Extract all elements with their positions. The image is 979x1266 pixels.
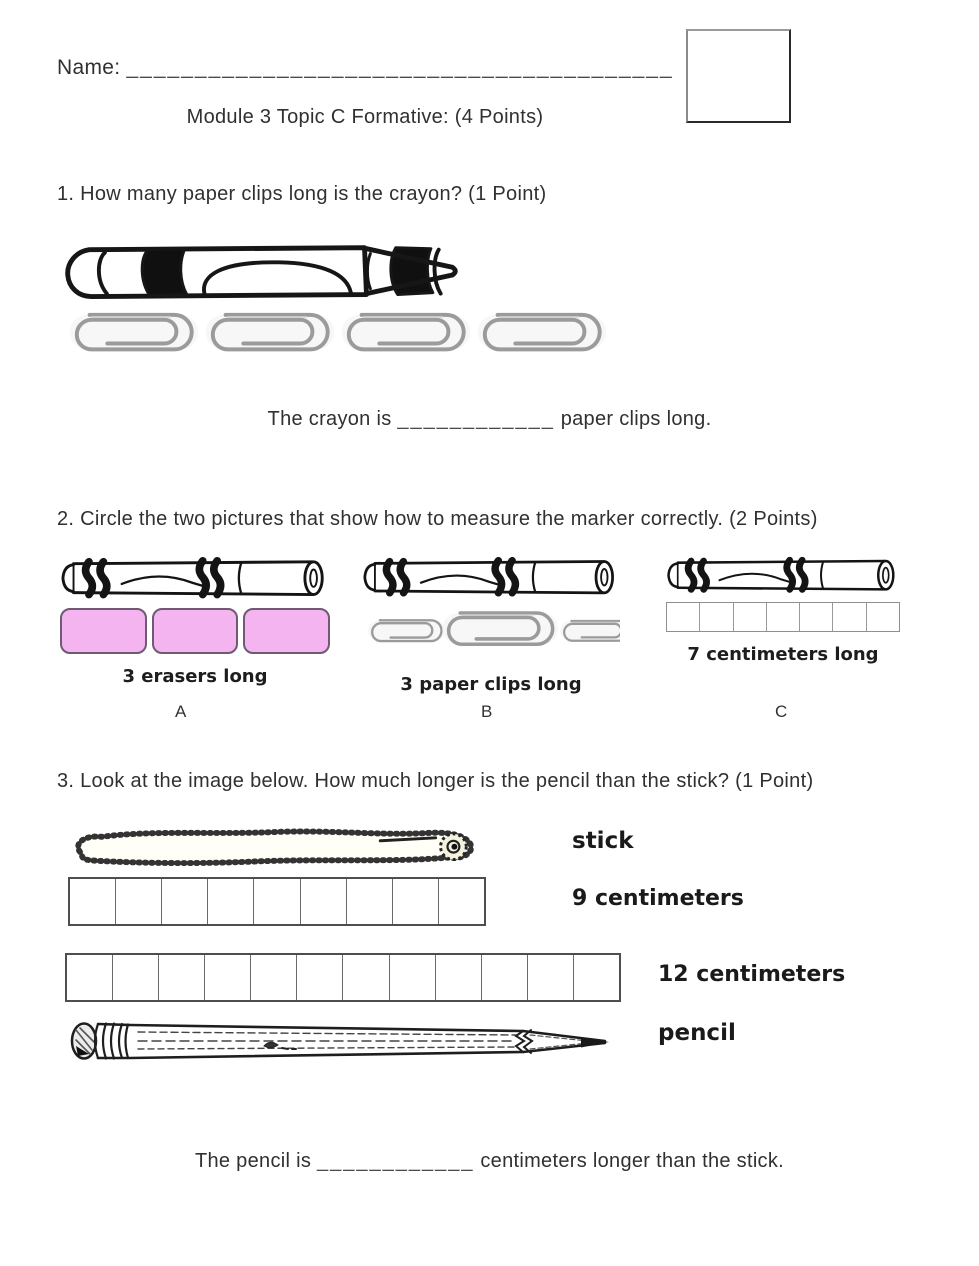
q1-answer-sentence bbox=[0, 408, 979, 431]
grid-cell bbox=[161, 879, 207, 924]
grid-cell bbox=[207, 879, 253, 924]
grid-cell bbox=[250, 955, 296, 1000]
pencil-label: pencil bbox=[658, 1020, 736, 1046]
grid-cell bbox=[67, 955, 112, 1000]
grid-cell bbox=[799, 603, 832, 631]
q3-answer-blank: ____________ bbox=[317, 1150, 475, 1172]
q3-answer-sentence bbox=[0, 1150, 979, 1173]
grid-cell bbox=[389, 955, 435, 1000]
paper-clip-icon bbox=[196, 306, 344, 357]
grid-cell bbox=[481, 955, 527, 1000]
question-2-prompt: 2. Circle the two pictures that show how to measure the marker correctly. (2 Points) bbox=[57, 508, 818, 530]
q1-answer-prefix: The crayon is bbox=[267, 408, 398, 430]
grid-cell bbox=[115, 879, 161, 924]
cm-grid-12 bbox=[65, 953, 621, 1002]
marker-drawing bbox=[666, 556, 900, 594]
marker-drawing bbox=[60, 556, 330, 600]
option-c-letter: C bbox=[775, 702, 788, 721]
marker-drawing bbox=[362, 556, 620, 598]
name-label: Name: bbox=[57, 56, 121, 79]
question-1-prompt: 1. How many paper clips long is the crayon? (1 Point) bbox=[57, 183, 547, 205]
q1-answer-blank: ____________ bbox=[397, 408, 555, 430]
eraser-block bbox=[152, 608, 239, 654]
option-a bbox=[60, 556, 330, 687]
option-a-caption: 3 erasers long bbox=[122, 666, 268, 688]
grid-cell bbox=[766, 603, 799, 631]
pencil-drawing bbox=[68, 1018, 618, 1064]
cm-grid-7 bbox=[666, 602, 900, 632]
name-row bbox=[57, 56, 674, 80]
grid-cell bbox=[296, 955, 342, 1000]
stick-length-label: 9 centimeters bbox=[572, 886, 744, 911]
stick-label: stick bbox=[572, 828, 634, 854]
grid-cell bbox=[204, 955, 250, 1000]
option-b-caption: 3 paper clips long bbox=[400, 673, 582, 695]
paper-clip-icon bbox=[60, 306, 208, 357]
grid-cell bbox=[733, 603, 766, 631]
grid-cell bbox=[112, 955, 158, 1000]
crayon-drawing bbox=[58, 236, 468, 312]
eraser-block bbox=[243, 608, 330, 654]
grid-cell bbox=[438, 879, 484, 924]
paper-clip-icon bbox=[468, 306, 616, 357]
name-blank-line: ________________________________________ bbox=[126, 56, 674, 79]
grid-cell bbox=[253, 879, 299, 924]
q3-answer-prefix: The pencil is bbox=[194, 1150, 317, 1172]
grid-cell bbox=[832, 603, 865, 631]
paper-clips-row bbox=[60, 306, 616, 357]
option-b bbox=[362, 556, 620, 695]
option-a-letter: A bbox=[175, 702, 187, 721]
option-c bbox=[666, 556, 900, 665]
grid-cell bbox=[342, 955, 388, 1000]
option-b-letter: B bbox=[481, 702, 493, 721]
erasers-row bbox=[60, 608, 330, 654]
grid-cell bbox=[699, 603, 732, 631]
question-3-prompt: 3. Look at the image below. How much longer is the pencil than the stick? (1 Point) bbox=[57, 770, 814, 792]
uneven-paper-clips-row bbox=[362, 603, 620, 655]
eraser-block bbox=[60, 608, 147, 654]
option-c-caption: 7 centimeters long bbox=[687, 644, 879, 666]
page-title: Module 3 Topic C Formative: (4 Points) bbox=[186, 106, 544, 128]
grid-cell bbox=[346, 879, 392, 924]
grid-cell bbox=[573, 955, 619, 1000]
grid-cell bbox=[667, 603, 699, 631]
grid-cell bbox=[158, 955, 204, 1000]
q3-answer-suffix: centimeters longer than the stick. bbox=[474, 1150, 785, 1172]
grid-cell bbox=[392, 879, 438, 924]
grid-cell bbox=[70, 879, 115, 924]
grid-cell bbox=[527, 955, 573, 1000]
grid-cell bbox=[435, 955, 481, 1000]
paper-clip-icon bbox=[332, 306, 480, 357]
grid-cell bbox=[300, 879, 346, 924]
stick-drawing bbox=[66, 822, 491, 873]
grid-cell bbox=[866, 603, 899, 631]
cm-grid-9 bbox=[68, 877, 486, 926]
score-box bbox=[686, 29, 791, 123]
pencil-length-label: 12 centimeters bbox=[658, 962, 846, 987]
q1-answer-suffix: paper clips long. bbox=[554, 408, 712, 430]
